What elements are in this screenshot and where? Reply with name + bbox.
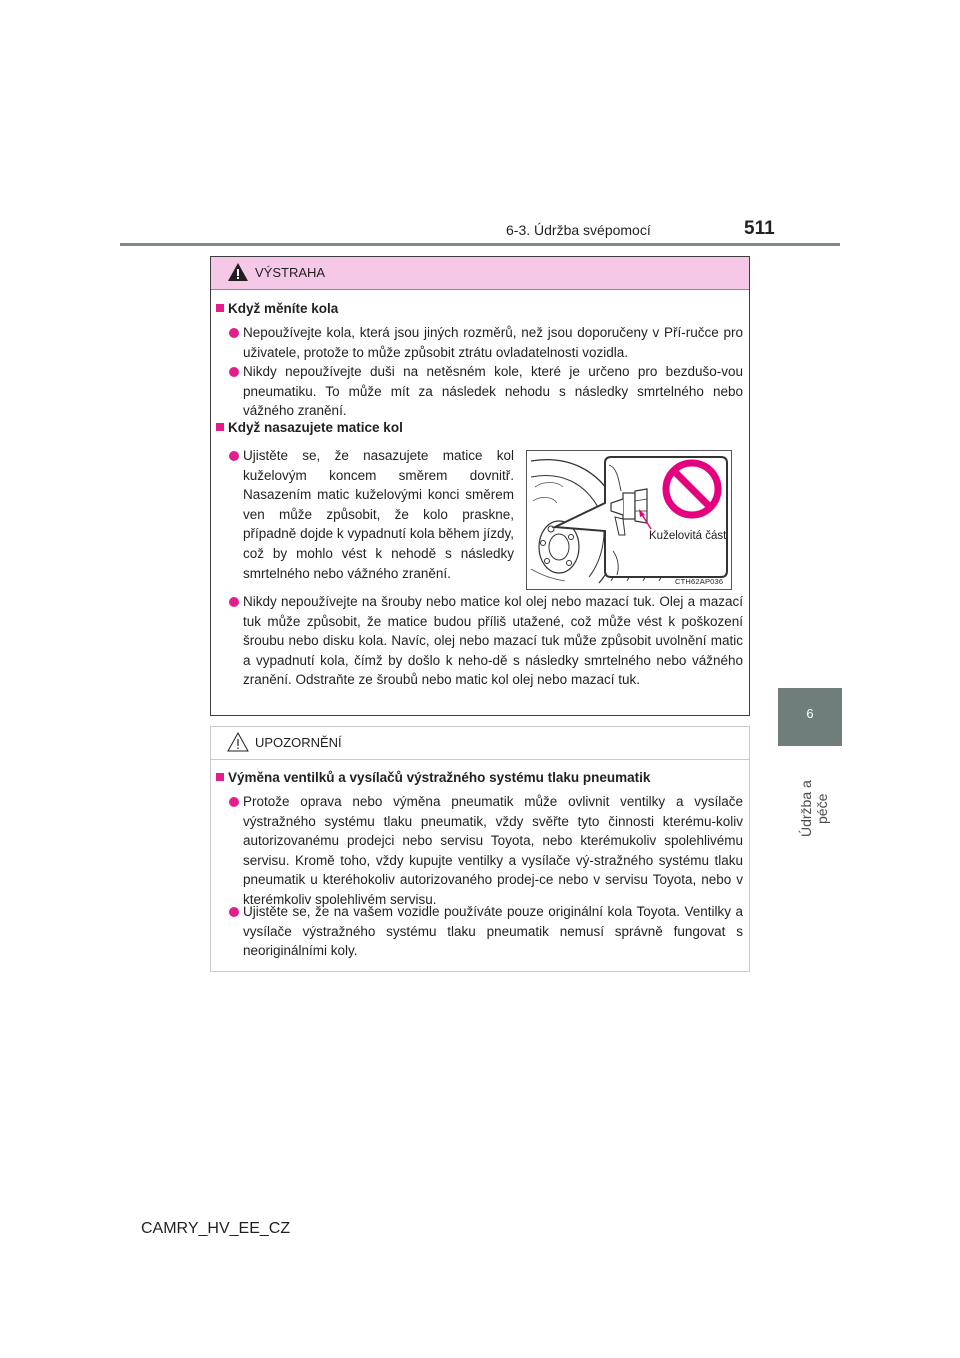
caution-triangle-icon (227, 732, 249, 752)
document-code: CAMRY_HV_EE_CZ (141, 1220, 291, 1237)
bullet-dot-icon (229, 797, 239, 807)
caution-title: UPOZORNĚNÍ (255, 735, 342, 750)
warning-title: VÝSTRAHA (255, 265, 326, 280)
section-title: 6-3. Údržba svépomocí (506, 222, 651, 238)
chapter-tab (778, 688, 842, 746)
warning-subheading: Když měníte kola (216, 301, 338, 316)
warning-bullet: Nepoužívejte kola, která jsou jiných rozměrů, než jsou doporučeny v Pří-ručce pro uživatele, protože to může způsobit ztrátu ovladatelnosti vozidla. (243, 323, 743, 362)
warning-bullet: Ujistěte se, že nasazujete matice kol kuželovým koncem směrem dovnitř. Nasazením matic kuželovými konci směrem ven může způsobit, že kolo praskne, případně dojde k vypadnutí kola během jízdy, což by mohlo vést k nehodě s následky smrtelného nebo vážného zranění. (243, 446, 514, 583)
warning-bullet: Nikdy nepoužívejte duši na netěsném kole, které je určeno pro bezdušo-vou pneumatiku. To může mít za následek nehodu s následky smrtelného nebo vážného zranění. (243, 362, 743, 421)
wheel-illustration (527, 451, 731, 589)
caution-bullet: Protože oprava nebo výměna pneumatik může ovlivnit ventilky a vysílače výstražného systému tlaku pneumatik, vždy svěřte tyto činnosti kterému-koliv autorizovanému prodejci nebo servisu Toyota, nebo kterémukoliv spolehlivému servisu. Kromě toho, vždy kupujte ventilky a vysílače vý-stražného systému tlaku pneumatik u kteréhokoliv autorizovaného prodej-ce nebo v servisu Toyota, nebo v kterémkoliv spolehlivém servisu. (243, 792, 743, 910)
caution-header (211, 727, 749, 760)
bullet-dot-icon (229, 597, 239, 607)
caution-bullet: Ujistěte se, že na vašem vozidle používáte pouze originální kola Toyota. Ventilky a vysílače výstražného systému tlaku pneumatik nemusí správně fungovat s neoriginálními koly. (243, 902, 743, 961)
warning-header (211, 257, 749, 290)
warning-subheading: Když nasazujete matice kol (216, 420, 403, 435)
square-bullet-icon (216, 423, 224, 431)
page-number: 511 (744, 218, 775, 239)
header-rule (120, 243, 840, 246)
chapter-label: Údržba a péče (798, 780, 830, 838)
bullet-dot-icon (229, 907, 239, 917)
bullet-dot-icon (229, 451, 239, 461)
square-bullet-icon (216, 773, 224, 781)
warning-bullet: Nikdy nepoužívejte na šrouby nebo matice kol olej nebo mazací tuk. Olej a mazací tuk může způsobit, že matice budou příliš utažené, což může vést k poškození šroubu nebo disku kola. Navíc, olej nebo mazací tuk může způsobit uvolnění matic a vypadnutí kola, čímž by došlo k neho-dě s následky smrtelného nebo vážného zranění. Odstraňte ze šroubů nebo matic kol olej nebo mazací tuk. (243, 592, 743, 690)
chapter-number: 6 (806, 706, 814, 721)
caution-subheading: Výměna ventilků a vysílačů výstražného systému tlaku pneumatik (216, 770, 650, 785)
figure-callout-label: Kuželovitá část (649, 530, 727, 542)
bullet-dot-icon (229, 328, 239, 338)
square-bullet-icon (216, 304, 224, 312)
figure-code: CTH62AP036 (675, 577, 724, 586)
bullet-dot-icon (229, 367, 239, 377)
wheel-nut-figure (526, 450, 732, 590)
warning-triangle-icon (227, 262, 249, 282)
